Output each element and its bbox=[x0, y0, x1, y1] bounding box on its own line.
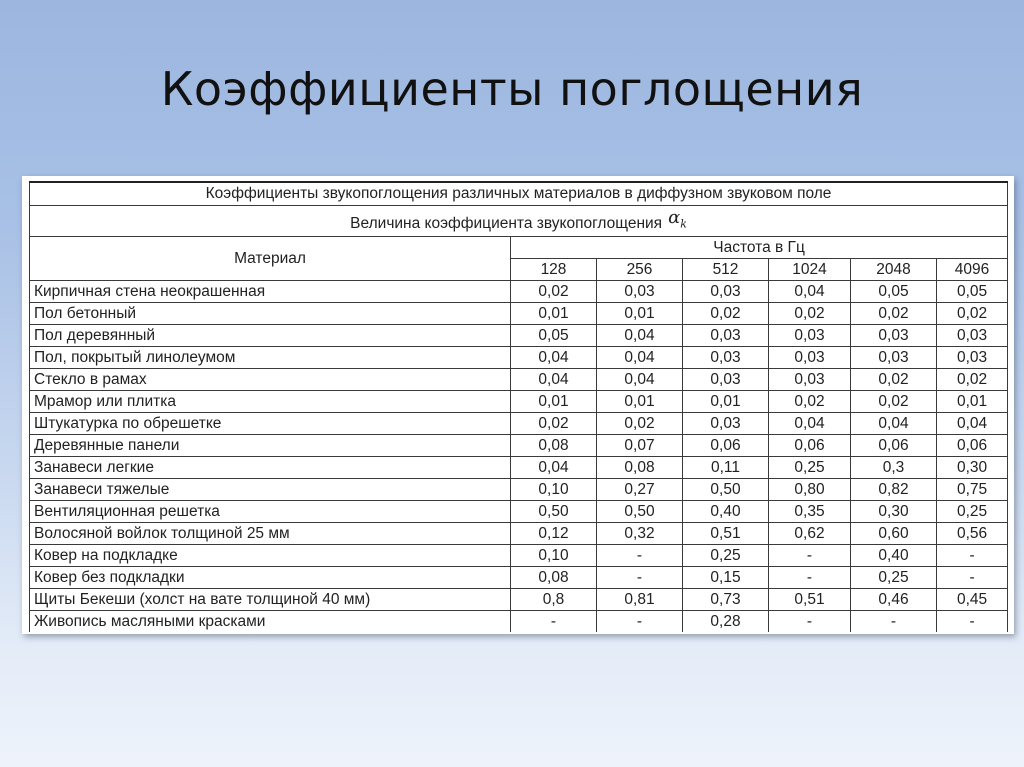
value-cell: 0,06 bbox=[937, 435, 1008, 457]
value-cell: 0,8 bbox=[511, 589, 597, 611]
table-row bbox=[30, 611, 1008, 633]
material-cell: Пол бетонный bbox=[30, 303, 511, 325]
value-cell: - bbox=[769, 567, 851, 589]
material-cell: Занавеси тяжелые bbox=[30, 479, 511, 501]
header-row bbox=[30, 237, 1008, 259]
table-row bbox=[30, 347, 1008, 369]
value-cell: 0,07 bbox=[597, 435, 683, 457]
table-row bbox=[30, 545, 1008, 567]
table-caption: Коэффициенты звукопоглощения различных материалов в диффузном звуковом поле bbox=[30, 182, 1008, 206]
value-cell: 0,50 bbox=[597, 501, 683, 523]
material-cell: Деревянные панели bbox=[30, 435, 511, 457]
value-cell: 0,12 bbox=[511, 523, 597, 545]
value-cell: 0,80 bbox=[769, 479, 851, 501]
absorption-table bbox=[29, 181, 1008, 632]
value-cell: 0,01 bbox=[511, 303, 597, 325]
value-cell: 0,03 bbox=[683, 281, 769, 303]
value-cell: 0,04 bbox=[511, 347, 597, 369]
value-cell: 0,03 bbox=[937, 347, 1008, 369]
value-cell: - bbox=[769, 545, 851, 567]
value-cell: 0,50 bbox=[683, 479, 769, 501]
value-cell: 0,04 bbox=[597, 347, 683, 369]
material-cell: Живопись масляными красками bbox=[30, 611, 511, 633]
value-cell: 0,01 bbox=[683, 391, 769, 413]
table-row bbox=[30, 413, 1008, 435]
value-cell: 0,25 bbox=[683, 545, 769, 567]
value-cell: 0,02 bbox=[937, 303, 1008, 325]
value-cell: 0,06 bbox=[769, 435, 851, 457]
slide-title: Коэффициенты поглощения bbox=[160, 62, 864, 116]
value-cell: 0,03 bbox=[683, 325, 769, 347]
value-cell: 0,3 bbox=[851, 457, 937, 479]
value-cell: 0,06 bbox=[683, 435, 769, 457]
table-subcaption: Величина коэффициента звукопоглощения bbox=[350, 214, 663, 232]
value-cell: 0,03 bbox=[769, 347, 851, 369]
material-cell: Занавеси легкие bbox=[30, 457, 511, 479]
frequency-2048: 2048 bbox=[851, 259, 937, 281]
value-cell: 0,04 bbox=[769, 281, 851, 303]
frequency-4096: 4096 bbox=[937, 259, 1008, 281]
value-cell: 0,01 bbox=[597, 391, 683, 413]
value-cell: 0,82 bbox=[851, 479, 937, 501]
table-row bbox=[30, 281, 1008, 303]
value-cell: - bbox=[597, 611, 683, 633]
value-cell: 0,45 bbox=[937, 589, 1008, 611]
value-cell: 0,04 bbox=[851, 413, 937, 435]
frequency-256: 256 bbox=[597, 259, 683, 281]
value-cell: 0,46 bbox=[851, 589, 937, 611]
value-cell: 0,01 bbox=[937, 391, 1008, 413]
value-cell: 0,51 bbox=[769, 589, 851, 611]
value-cell: 0,81 bbox=[597, 589, 683, 611]
material-cell: Кирпичная стена неокрашенная bbox=[30, 281, 511, 303]
frequency-128: 128 bbox=[511, 259, 597, 281]
value-cell: 0,08 bbox=[511, 435, 597, 457]
value-cell: 0,04 bbox=[511, 369, 597, 391]
value-cell: 0,60 bbox=[851, 523, 937, 545]
value-cell: 0,04 bbox=[597, 325, 683, 347]
value-cell: 0,10 bbox=[511, 479, 597, 501]
value-cell: 0,02 bbox=[937, 369, 1008, 391]
frequency-512: 512 bbox=[683, 259, 769, 281]
value-cell: 0,30 bbox=[937, 457, 1008, 479]
value-cell: 0,30 bbox=[851, 501, 937, 523]
value-cell: - bbox=[769, 611, 851, 633]
value-cell: 0,03 bbox=[769, 369, 851, 391]
material-cell: Пол, покрытый линолеумом bbox=[30, 347, 511, 369]
table-image bbox=[22, 176, 1014, 634]
value-cell: 0,05 bbox=[937, 281, 1008, 303]
table-row bbox=[30, 457, 1008, 479]
value-cell: 0,62 bbox=[769, 523, 851, 545]
table-row bbox=[30, 589, 1008, 611]
value-cell: - bbox=[597, 545, 683, 567]
material-cell: Штукатурка по обрешетке bbox=[30, 413, 511, 435]
value-cell: 0,03 bbox=[597, 281, 683, 303]
value-cell: 0,08 bbox=[597, 457, 683, 479]
value-cell: 0,02 bbox=[683, 303, 769, 325]
value-cell: 0,27 bbox=[597, 479, 683, 501]
value-cell: 0,03 bbox=[851, 347, 937, 369]
value-cell: - bbox=[937, 545, 1008, 567]
value-cell: - bbox=[597, 567, 683, 589]
table-subcaption-cell bbox=[30, 206, 1008, 237]
material-cell: Стекло в рамах bbox=[30, 369, 511, 391]
table-row bbox=[30, 391, 1008, 413]
material-cell: Пол деревянный bbox=[30, 325, 511, 347]
material-cell: Ковер на подкладке bbox=[30, 545, 511, 567]
value-cell: 0,05 bbox=[851, 281, 937, 303]
value-cell: 0,40 bbox=[683, 501, 769, 523]
value-cell: 0,03 bbox=[683, 369, 769, 391]
value-cell: 0,02 bbox=[851, 391, 937, 413]
value-cell: 0,02 bbox=[511, 413, 597, 435]
material-cell: Мрамор или плитка bbox=[30, 391, 511, 413]
value-cell: 0,25 bbox=[769, 457, 851, 479]
table-caption-row bbox=[30, 182, 1008, 206]
value-cell: 0,05 bbox=[511, 325, 597, 347]
material-cell: Вентиляционная решетка bbox=[30, 501, 511, 523]
table-row bbox=[30, 523, 1008, 545]
value-cell: 0,04 bbox=[769, 413, 851, 435]
value-cell: 0,04 bbox=[511, 457, 597, 479]
value-cell: 0,03 bbox=[851, 325, 937, 347]
value-cell: 0,02 bbox=[851, 369, 937, 391]
table-row bbox=[30, 303, 1008, 325]
value-cell: 0,32 bbox=[597, 523, 683, 545]
value-cell: 0,01 bbox=[511, 391, 597, 413]
value-cell: 0,73 bbox=[683, 589, 769, 611]
value-cell: 0,75 bbox=[937, 479, 1008, 501]
value-cell: 0,02 bbox=[597, 413, 683, 435]
value-cell: 0,06 bbox=[851, 435, 937, 457]
value-cell: 0,03 bbox=[769, 325, 851, 347]
material-cell: Ковер без подкладки bbox=[30, 567, 511, 589]
value-cell: 0,02 bbox=[769, 303, 851, 325]
value-cell: 0,11 bbox=[683, 457, 769, 479]
table-row bbox=[30, 325, 1008, 347]
material-cell: Щиты Бекеши (холст на вате толщиной 40 мм) bbox=[30, 589, 511, 611]
value-cell: 0,02 bbox=[769, 391, 851, 413]
value-cell: 0,04 bbox=[937, 413, 1008, 435]
value-cell: 0,15 bbox=[683, 567, 769, 589]
value-cell: 0,10 bbox=[511, 545, 597, 567]
value-cell: - bbox=[851, 611, 937, 633]
material-cell: Волосяной войлок толщиной 25 мм bbox=[30, 523, 511, 545]
table-row bbox=[30, 435, 1008, 457]
value-cell: 0,25 bbox=[937, 501, 1008, 523]
value-cell: - bbox=[937, 567, 1008, 589]
value-cell: 0,03 bbox=[937, 325, 1008, 347]
value-cell: 0,56 bbox=[937, 523, 1008, 545]
frequency-1024: 1024 bbox=[769, 259, 851, 281]
value-cell: 0,28 bbox=[683, 611, 769, 633]
value-cell: 0,02 bbox=[511, 281, 597, 303]
value-cell: - bbox=[511, 611, 597, 633]
value-cell: 0,08 bbox=[511, 567, 597, 589]
table-row bbox=[30, 567, 1008, 589]
frequency-header: Частота в Гц bbox=[511, 237, 1008, 259]
value-cell: 0,02 bbox=[851, 303, 937, 325]
table-subcaption-row bbox=[30, 206, 1008, 237]
value-cell: 0,51 bbox=[683, 523, 769, 545]
value-cell: 0,40 bbox=[851, 545, 937, 567]
value-cell: 0,03 bbox=[683, 347, 769, 369]
value-cell: 0,04 bbox=[597, 369, 683, 391]
value-cell: 0,50 bbox=[511, 501, 597, 523]
value-cell: 0,25 bbox=[851, 567, 937, 589]
value-cell: - bbox=[937, 611, 1008, 633]
table-row bbox=[30, 369, 1008, 391]
table-row bbox=[30, 501, 1008, 523]
alpha-k-symbol: $\alpha_k$ bbox=[668, 206, 687, 231]
value-cell: 0,01 bbox=[597, 303, 683, 325]
value-cell: 0,03 bbox=[683, 413, 769, 435]
material-header: Материал bbox=[30, 237, 511, 281]
value-cell: 0,35 bbox=[769, 501, 851, 523]
table-row bbox=[30, 479, 1008, 501]
